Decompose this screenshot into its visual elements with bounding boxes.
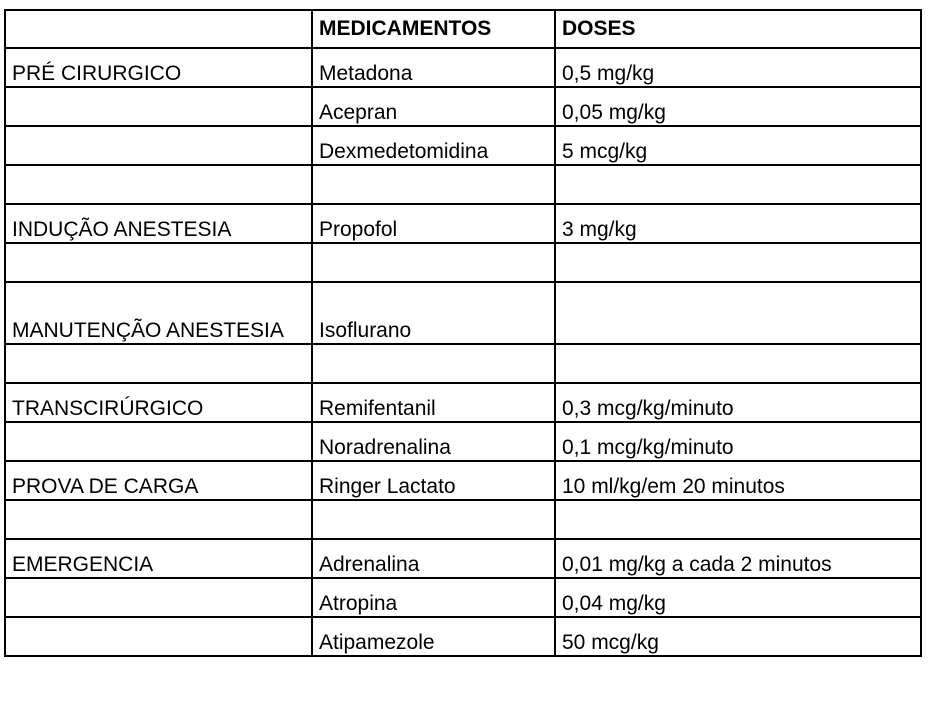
phase-cell: TRANSCIRÚRGICO [5, 383, 312, 422]
header-cell-phase [5, 10, 312, 48]
phase-cell [5, 165, 312, 204]
medication-cell: Propofol [312, 204, 555, 243]
dose-cell: 5 mcg/kg [555, 126, 921, 165]
dose-cell: 0,1 mcg/kg/minuto [555, 422, 921, 461]
header-row [5, 10, 921, 48]
table-row [5, 461, 921, 500]
dose-cell: 50 mcg/kg [555, 617, 921, 656]
dose-cell: 3 mg/kg [555, 204, 921, 243]
dose-cell [555, 282, 921, 344]
dose-cell: 10 ml/kg/em 20 minutos [555, 461, 921, 500]
medication-cell [312, 165, 555, 204]
phase-cell [5, 500, 312, 539]
medication-cell: Atipamezole [312, 617, 555, 656]
table-row [5, 500, 921, 539]
medication-dose-table [4, 9, 922, 657]
table-row [5, 282, 921, 344]
table-row [5, 539, 921, 578]
header-cell-medicamentos: MEDICAMENTOS [312, 10, 555, 48]
medication-cell: Dexmedetomidina [312, 126, 555, 165]
phase-cell: INDUÇÃO ANESTESIA [5, 204, 312, 243]
phase-cell: MANUTENÇÃO ANESTESIA [5, 282, 312, 344]
medication-cell: Metadona [312, 48, 555, 87]
dose-cell [555, 500, 921, 539]
medication-cell: Remifentanil [312, 383, 555, 422]
phase-cell [5, 126, 312, 165]
medication-cell: Ringer Lactato [312, 461, 555, 500]
table-row [5, 165, 921, 204]
phase-cell: PRÉ CIRURGICO [5, 48, 312, 87]
phase-cell: PROVA DE CARGA [5, 461, 312, 500]
medication-cell: Acepran [312, 87, 555, 126]
dose-cell [555, 344, 921, 383]
medication-cell [312, 344, 555, 383]
phase-cell [5, 422, 312, 461]
table-row [5, 578, 921, 617]
table-row [5, 126, 921, 165]
phase-cell [5, 87, 312, 126]
dose-cell: 0,5 mg/kg [555, 48, 921, 87]
table-row [5, 87, 921, 126]
phase-cell [5, 344, 312, 383]
table-row [5, 422, 921, 461]
phase-cell [5, 617, 312, 656]
medication-cell: Isoflurano [312, 282, 555, 344]
dose-cell [555, 165, 921, 204]
table-row [5, 48, 921, 87]
medication-cell: Atropina [312, 578, 555, 617]
medication-cell [312, 500, 555, 539]
dose-cell: 0,04 mg/kg [555, 578, 921, 617]
table-row [5, 204, 921, 243]
medication-cell [312, 243, 555, 282]
dose-cell: 0,01 mg/kg a cada 2 minutos [555, 539, 921, 578]
phase-cell [5, 243, 312, 282]
medication-cell: Noradrenalina [312, 422, 555, 461]
phase-cell [5, 578, 312, 617]
phase-cell: EMERGENCIA [5, 539, 312, 578]
table-row [5, 344, 921, 383]
header-cell-doses: DOSES [555, 10, 921, 48]
table-row [5, 243, 921, 282]
medication-cell: Adrenalina [312, 539, 555, 578]
table-row [5, 383, 921, 422]
dose-cell [555, 243, 921, 282]
dose-cell: 0,3 mcg/kg/minuto [555, 383, 921, 422]
dose-cell: 0,05 mg/kg [555, 87, 921, 126]
table-row [5, 617, 921, 656]
